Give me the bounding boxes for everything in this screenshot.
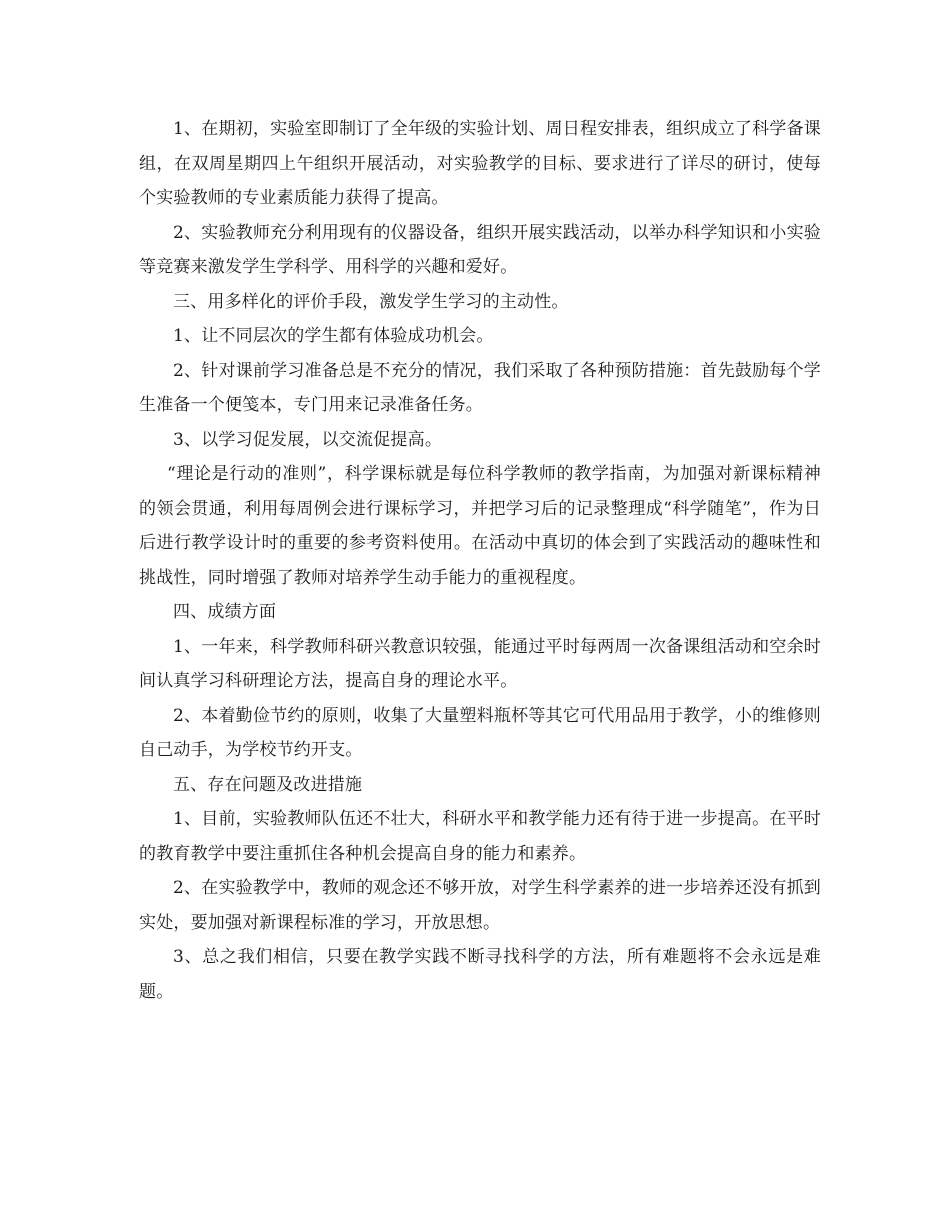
paragraph-7: “理论是行动的准则”，科学课标就是每位科学教师的教学指南，为加强对新课标精神的领会贯通，利用每周例会进行课标学习，并把学习后的记录整理成“科学随笔”，作为日后进行教学设计时的重要的参考资料使用。在活动中真切的体会到了实践活动的趣味性和挑战性，同时增强了教师对培养学生动手能力的重视程度。 [139, 464, 821, 588]
paragraph-10: 2、本着勤俭节约的原则，收集了大量塑料瓶杯等其它可代用品用于教学，小的维修则自己动手，为学校节约开支。 [139, 705, 821, 760]
paragraph-14: 3、总之我们相信，只要在教学实践不断寻找科学的方法，所有难题将不会永远是难题。 [139, 947, 821, 1002]
section-heading-3: 三、用多样化的评价手段，激发学生学习的主动性。 [173, 291, 569, 312]
paragraph-6: 3、以学习促发展，以交流促提高。 [173, 429, 443, 450]
document-body [139, 112, 821, 1009]
paragraph-5: 2、针对课前学习准备总是不充分的情况，我们采取了各种预防措施：首先鼓励每个学生准备一个便笺本，专门用来记录准备任务。 [139, 360, 821, 415]
paragraph-4: 1、让不同层次的学生都有体验成功机会。 [173, 326, 494, 346]
paragraph-12: 1、目前，实验教师队伍还不壮大，科研水平和教学能力还有待于进一步提高。在平时的教育教学中要注重抓住各种机会提高自身的能力和素养。 [139, 809, 821, 864]
section-heading-5: 五、存在问题及改进措施 [173, 774, 363, 795]
paragraph-9: 1、一年来，科学教师科研兴教意识较强，能通过平时每两周一次备课组活动和空余时间认真学习科研理论方法，提高自身的理论水平。 [139, 636, 821, 691]
paragraph-2: 2、实验教师充分利用现有的仪器设备，组织开展实践活动，以举办科学知识和小实验等竞赛来激发学生学科学、用科学的兴趣和爱好。 [139, 222, 821, 277]
paragraph-13: 2、在实验教学中，教师的观念还不够开放，对学生科学素养的进一步培养还没有抓到实处，要加强对新课程标准的学习，开放思想。 [139, 878, 821, 933]
paragraph-1: 1、在期初，实验室即制订了全年级的实验计划、周日程安排表，组织成立了科学备课组，在双周星期四上午组织开展活动，对实验教学的目标、要求进行了详尽的研讨，使每个实验教师的专业素质能力获得了提高。 [139, 119, 821, 208]
section-heading-4: 四、成绩方面 [173, 602, 277, 622]
